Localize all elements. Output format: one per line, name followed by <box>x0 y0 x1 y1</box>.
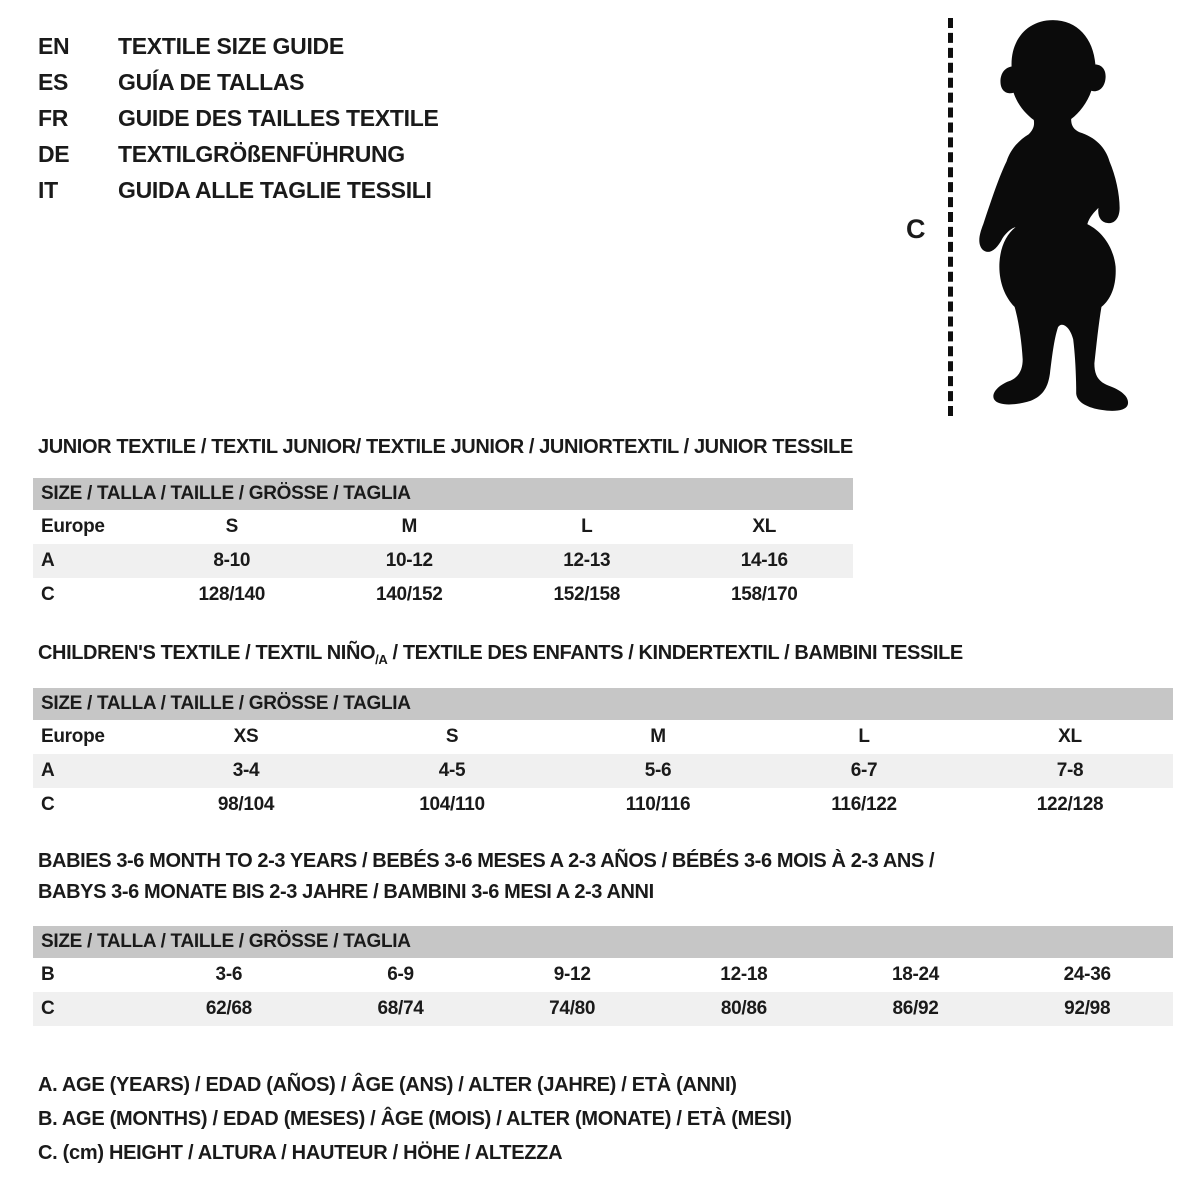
language-code: IT <box>38 176 58 203</box>
table-cell: 80/86 <box>720 998 767 1019</box>
row-label: C <box>41 584 55 605</box>
silhouette-path <box>979 20 1128 411</box>
table-row <box>33 992 1173 1026</box>
table-cell: 24-36 <box>1063 964 1111 985</box>
language-code: FR <box>38 104 69 131</box>
table-cell: XL <box>752 516 777 537</box>
table-cell: 5-6 <box>644 760 672 781</box>
table-cell: 74/80 <box>549 998 596 1019</box>
babies-size-table <box>33 926 1173 1026</box>
toddler-silhouette-icon <box>963 12 1147 422</box>
language-row <box>38 172 439 208</box>
junior-size-table <box>33 478 853 612</box>
children-title-pre: CHILDREN'S TEXTILE / TEXTIL NIÑO <box>38 642 376 664</box>
table-cell: 18-24 <box>891 964 940 985</box>
row-label: A <box>41 760 55 781</box>
guide-title-it: GUIDA ALLE TAGLIE TESSILI <box>118 176 432 203</box>
legend <box>38 1068 792 1170</box>
table-cell: 122/128 <box>1036 794 1104 815</box>
babies-table-rows <box>33 958 1173 1026</box>
table-cell: L <box>581 516 593 537</box>
table-cell: M <box>401 516 418 537</box>
children-table-rows <box>33 720 1173 822</box>
language-row <box>38 136 439 172</box>
table-cell: XS <box>233 726 259 747</box>
size-header-bar: SIZE / TALLA / TAILLE / GRÖSSE / TAGLIA <box>33 926 1173 958</box>
guide-title-de: TEXTILGRÖßENFÜHRUNG <box>118 140 405 167</box>
table-cell: 14-16 <box>740 550 788 571</box>
table-row <box>33 788 1173 822</box>
guide-title-es: GUÍA DE TALLAS <box>118 68 305 95</box>
language-code: DE <box>38 140 70 167</box>
table-cell: 12-18 <box>720 964 768 985</box>
row-label: B <box>41 964 55 985</box>
table-cell: 12-13 <box>563 550 611 571</box>
table-cell: 10-12 <box>385 550 433 571</box>
row-label: A <box>41 550 55 571</box>
table-cell: 3-6 <box>215 964 243 985</box>
table-cell: 116/122 <box>831 794 897 815</box>
guide-title-en: TEXTILE SIZE GUIDE <box>118 32 344 59</box>
table-cell: 86/92 <box>892 998 939 1019</box>
language-row <box>38 100 439 136</box>
table-cell: 68/74 <box>377 998 424 1019</box>
table-cell: 92/98 <box>1064 998 1111 1019</box>
language-row <box>38 64 439 100</box>
table-row <box>33 544 853 578</box>
table-cell: L <box>858 726 870 747</box>
junior-section-title: JUNIOR TEXTILE / TEXTIL JUNIOR/ TEXTILE JUNIOR / JUNIORTEXTIL / JUNIOR TESSILE <box>38 436 853 458</box>
guide-title-fr: GUIDE DES TAILLES TEXTILE <box>118 104 439 131</box>
table-row <box>33 510 853 544</box>
legend-line-c: C. (cm) HEIGHT / ALTURA / HAUTEUR / HÖHE / ALTEZZA <box>38 1142 563 1164</box>
row-label: Europe <box>41 726 105 747</box>
language-code: ES <box>38 68 69 95</box>
row-label: C <box>41 998 55 1019</box>
table-cell: M <box>650 726 666 747</box>
babies-title-line1: BABIES 3-6 MONTH TO 2-3 YEARS / BEBÉS 3-6 MESES A 2-3 AÑOS / BÉBÉS 3-6 MOIS À 2-3 ANS / <box>38 850 935 872</box>
children-title-sub: /A <box>375 652 388 667</box>
table-cell: 62/68 <box>205 998 252 1019</box>
babies-section-title <box>38 846 934 908</box>
language-title-list <box>38 28 439 208</box>
table-cell: 6-9 <box>387 964 414 985</box>
children-size-table <box>33 688 1173 822</box>
language-code: EN <box>38 32 70 59</box>
table-cell: 6-7 <box>850 760 878 781</box>
height-measure-dashed-line <box>948 18 953 416</box>
size-header-bar: SIZE / TALLA / TAILLE / GRÖSSE / TAGLIA <box>33 478 853 510</box>
table-cell: 128/140 <box>198 584 266 605</box>
babies-title-line2: BABYS 3-6 MONATE BIS 2-3 JAHRE / BAMBINI 3-6 MESI A 2-3 ANNI <box>38 881 654 903</box>
table-cell: 9-12 <box>553 964 591 985</box>
junior-table-rows <box>33 510 853 612</box>
table-cell: S <box>225 516 238 537</box>
table-cell: 4-5 <box>438 760 466 781</box>
legend-line-a: A. AGE (YEARS) / EDAD (AÑOS) / ÂGE (ANS) / ALTER (JAHRE) / ETÀ (ANNI) <box>38 1074 737 1096</box>
table-cell: 158/170 <box>730 584 798 605</box>
table-row <box>33 754 1173 788</box>
language-row <box>38 28 439 64</box>
table-cell: 98/104 <box>217 794 275 815</box>
row-label: Europe <box>41 516 105 537</box>
table-cell: 7-8 <box>1056 760 1084 781</box>
table-row <box>33 720 1173 754</box>
table-cell: XL <box>1058 726 1082 747</box>
children-section-title <box>38 642 963 667</box>
table-cell: 110/116 <box>625 794 691 815</box>
table-cell: 152/158 <box>553 584 621 605</box>
children-title-post: / TEXTILE DES ENFANTS / KINDERTEXTIL / BAMBINI TESSILE <box>387 642 963 664</box>
table-cell: 140/152 <box>375 584 443 605</box>
table-cell: 3-4 <box>232 760 260 781</box>
table-row <box>33 578 853 612</box>
row-label: C <box>41 794 55 815</box>
legend-line-b: B. AGE (MONTHS) / EDAD (MESES) / ÂGE (MOIS) / ALTER (MONATE) / ETÀ (MESI) <box>38 1108 792 1130</box>
table-row <box>33 958 1173 992</box>
table-cell: 104/110 <box>419 794 485 815</box>
size-header-bar: SIZE / TALLA / TAILLE / GRÖSSE / TAGLIA <box>33 688 1173 720</box>
table-cell: 8-10 <box>213 550 251 571</box>
height-measure-label: C <box>906 214 926 244</box>
table-cell: S <box>445 726 459 747</box>
